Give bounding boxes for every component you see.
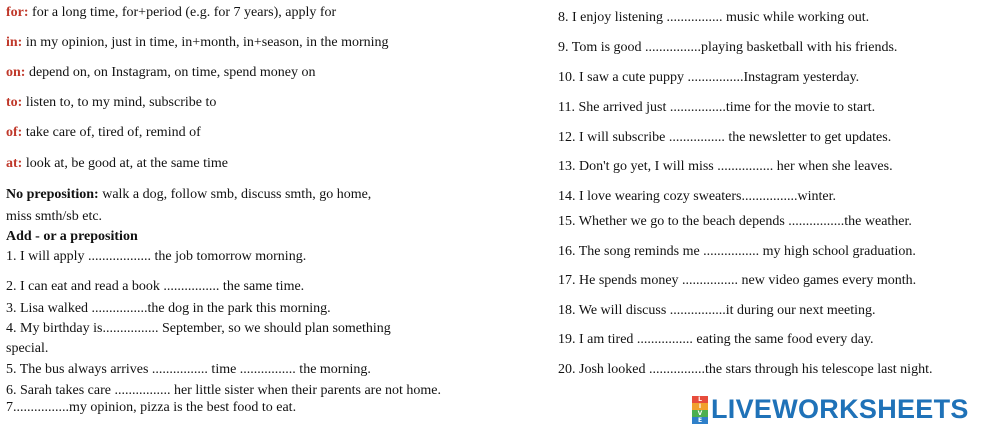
ref-on xyxy=(6,65,316,81)
exercise-item-12: 12. I will subscribe ................ the newsletter to get updates. xyxy=(558,130,892,145)
exercise-item-16: 16. The song reminds me ................ my high school graduation. xyxy=(558,244,916,259)
logo-text: LIVEWORKSHEETS xyxy=(711,393,969,424)
no-preposition-continued: miss smth/sb etc. xyxy=(6,209,103,224)
exercise-item-8: 8. I enjoy listening ................ music while working out. xyxy=(558,10,870,25)
exercise-item-15: 15. Whether we go to the beach depends ................the weather. xyxy=(558,214,912,229)
ref-of xyxy=(6,125,201,141)
no-preposition-label: No preposition: xyxy=(6,187,99,202)
ref-for xyxy=(6,5,336,21)
exercise-item-3: 3. Lisa walked ................the dog in the park this morning. xyxy=(6,301,331,316)
exercise-item-18: 18. We will discuss ................it during our next meeting. xyxy=(558,303,876,318)
no-preposition-line xyxy=(6,187,371,203)
ref-text: in my opinion, just in time, in+month, in+season, in the morning xyxy=(22,35,389,50)
ref-in xyxy=(6,35,389,51)
exercise-item-14: 14. I love wearing cozy sweaters................winter. xyxy=(558,189,836,204)
ref-key: on: xyxy=(6,65,26,80)
no-preposition-text: walk a dog, follow smb, discuss smth, go home, xyxy=(98,187,372,202)
exercise-item-4-continued: special. xyxy=(6,341,49,356)
exercise-item-1: 1. I will apply .................. the job tomorrow morning. xyxy=(6,249,307,264)
ref-key: of: xyxy=(6,125,23,140)
badge-letter: L xyxy=(692,396,708,403)
ref-text: depend on, on Instagram, on time, spend money on xyxy=(25,65,316,80)
exercise-item-6: 6. Sarah takes care ................ her little sister when their parents are not home. xyxy=(6,383,442,398)
badge-letter: V xyxy=(692,410,708,417)
exercise-item-13: 13. Don't go yet, I will miss ................ her when she leaves. xyxy=(558,159,893,174)
ref-text: for a long time, for+period (e.g. for 7 years), apply for xyxy=(28,5,337,20)
live-badge-icon xyxy=(692,396,708,422)
exercise-item-4: 4. My birthday is................ September, so we should plan something xyxy=(6,321,391,336)
ref-text: listen to, to my mind, subscribe to xyxy=(22,95,217,110)
exercise-item-2: 2. I can eat and read a book ................ the same time. xyxy=(6,279,305,294)
exercise-item-9: 9. Tom is good ................playing basketball with his friends. xyxy=(558,40,898,55)
exercise-item-5: 5. The bus always arrives ................ time ................ the morning. xyxy=(6,362,371,377)
exercise-item-19: 19. I am tired ................ eating the same food every day. xyxy=(558,332,874,347)
exercise-instruction: Add - or a preposition xyxy=(6,229,138,244)
exercise-item-7: 7................my opinion, pizza is the best food to eat. xyxy=(6,400,297,415)
exercise-item-10: 10. I saw a cute puppy ................Instagram yesterday. xyxy=(558,70,860,85)
exercise-item-11: 11. She arrived just ................time for the movie to start. xyxy=(558,100,876,115)
ref-key: for: xyxy=(6,5,29,20)
exercise-item-17: 17. He spends money ................ new video games every month. xyxy=(558,273,917,288)
exercise-item-20: 20. Josh looked ................the stars through his telescope last night. xyxy=(558,362,933,377)
ref-at xyxy=(6,156,228,172)
ref-text: take care of, tired of, remind of xyxy=(22,125,201,140)
badge-letter: I xyxy=(692,403,708,410)
ref-to xyxy=(6,95,216,111)
badge-letter: E xyxy=(692,417,708,424)
ref-key: in: xyxy=(6,35,23,50)
ref-text: look at, be good at, at the same time xyxy=(22,156,228,171)
liveworksheets-logo xyxy=(692,392,992,426)
ref-key: at: xyxy=(6,156,23,171)
ref-key: to: xyxy=(6,95,23,110)
